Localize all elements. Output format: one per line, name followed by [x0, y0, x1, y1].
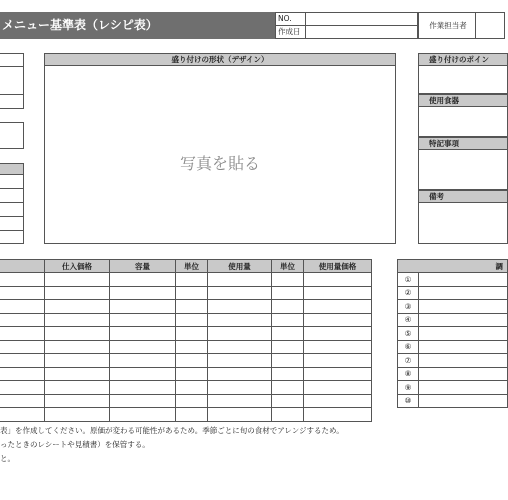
ingredient-row	[0, 408, 372, 422]
step-number: ③	[398, 300, 419, 314]
dishware-field[interactable]	[418, 106, 508, 137]
ingredient-price-cell[interactable]	[45, 394, 110, 408]
ingredient-usage-unit-cell[interactable]	[272, 340, 304, 354]
ingredient-row	[0, 327, 372, 341]
ingredient-usage-cost-cell[interactable]	[304, 286, 372, 300]
step-cell[interactable]	[419, 313, 508, 327]
ingredient-usage-unit-cell[interactable]	[272, 300, 304, 314]
ingredients-col-name	[0, 260, 45, 273]
step-number: ⑩	[398, 394, 419, 408]
ingredient-name-cell[interactable]	[0, 367, 45, 381]
ingredient-usage-unit-cell[interactable]	[272, 394, 304, 408]
ingredient-unit-cell[interactable]	[176, 340, 208, 354]
ingredient-capacity-cell[interactable]	[110, 394, 176, 408]
ingredient-price-cell[interactable]	[45, 313, 110, 327]
ingredients-col-usage: 使用量	[208, 260, 272, 273]
ingredient-usage-cost-cell[interactable]	[304, 408, 372, 422]
ingredient-unit-cell[interactable]	[176, 273, 208, 287]
ingredient-usage-unit-cell[interactable]	[272, 313, 304, 327]
step-number: ⑥	[398, 340, 419, 354]
ingredients-col-capacity: 容量	[110, 260, 176, 273]
left-box-top-divider-2	[0, 94, 24, 95]
ingredient-row	[0, 273, 372, 287]
step-row	[398, 340, 508, 354]
ingredient-usage-cell[interactable]	[208, 408, 272, 422]
ingredient-row	[0, 300, 372, 314]
step-number: ⑦	[398, 354, 419, 368]
ingredient-usage-cost-cell[interactable]	[304, 367, 372, 381]
step-row	[398, 354, 508, 368]
staff-field[interactable]	[475, 12, 505, 39]
ingredient-capacity-cell[interactable]	[110, 381, 176, 395]
note-line-1: 表」を作成してください。原価が変わる可能性があるため。季節ごとに旬の食材でアレンジするため。	[0, 426, 344, 435]
no-field[interactable]	[305, 12, 418, 26]
step-row	[398, 381, 508, 395]
ingredient-row	[0, 313, 372, 327]
ingredient-price-cell[interactable]	[45, 327, 110, 341]
step-cell[interactable]	[419, 327, 508, 341]
ingredient-usage-cost-cell[interactable]	[304, 354, 372, 368]
design-header: 盛り付けの形状（デザイン）	[44, 53, 396, 66]
ingredient-unit-cell[interactable]	[176, 300, 208, 314]
step-row	[398, 327, 508, 341]
steps-table	[397, 259, 508, 408]
note-line-2: ったときのレシートや見積書）を保管する。	[0, 440, 150, 449]
step-row	[398, 300, 508, 314]
ingredient-capacity-cell[interactable]	[110, 300, 176, 314]
left-list	[0, 163, 24, 244]
ingredient-usage-unit-cell[interactable]	[272, 327, 304, 341]
step-row	[398, 367, 508, 381]
ingredient-price-cell[interactable]	[45, 354, 110, 368]
ingredient-price-cell[interactable]	[45, 300, 110, 314]
ingredient-row	[0, 381, 372, 395]
step-number: ⑤	[398, 327, 419, 341]
ingredient-row	[0, 394, 372, 408]
ingredients-col-unit: 単位	[176, 260, 208, 273]
ingredient-usage-unit-cell[interactable]	[272, 408, 304, 422]
ingredient-usage-cell[interactable]	[208, 340, 272, 354]
ingredient-name-cell[interactable]	[0, 354, 45, 368]
step-cell[interactable]	[419, 381, 508, 395]
dishware-header: 使用食器	[418, 94, 508, 107]
ingredient-usage-cost-cell[interactable]	[304, 313, 372, 327]
ingredient-usage-cell[interactable]	[208, 286, 272, 300]
photo-placeholder-text: 写真を貼る	[179, 154, 260, 173]
ingredient-usage-cell[interactable]	[208, 327, 272, 341]
ingredient-unit-cell[interactable]	[176, 327, 208, 341]
step-cell[interactable]	[419, 273, 508, 287]
ingredient-usage-cell[interactable]	[208, 354, 272, 368]
step-number: ⑧	[398, 367, 419, 381]
left-box-top	[0, 53, 24, 109]
step-row	[398, 286, 508, 300]
step-row	[398, 273, 508, 287]
ingredient-usage-cost-cell[interactable]	[304, 394, 372, 408]
created-date-field[interactable]	[305, 25, 418, 39]
ingredient-row	[0, 367, 372, 381]
ingredient-capacity-cell[interactable]	[110, 408, 176, 422]
ingredient-usage-cell[interactable]	[208, 381, 272, 395]
ingredient-usage-unit-cell[interactable]	[272, 381, 304, 395]
special-notes-header: 特記事項	[418, 137, 508, 150]
ingredient-usage-cost-cell[interactable]	[304, 300, 372, 314]
ingredient-price-cell[interactable]	[45, 286, 110, 300]
ingredient-usage-cell[interactable]	[208, 300, 272, 314]
ingredient-name-cell[interactable]	[0, 408, 45, 422]
no-label: NO.	[275, 12, 306, 26]
ingredient-capacity-cell[interactable]	[110, 313, 176, 327]
special-notes-field[interactable]	[418, 149, 508, 190]
ingredient-usage-cell[interactable]	[208, 313, 272, 327]
step-cell[interactable]	[419, 286, 508, 300]
ingredients-col-usage-unit: 単位	[272, 260, 304, 273]
ingredient-usage-unit-cell[interactable]	[272, 367, 304, 381]
remarks-field[interactable]	[418, 202, 508, 244]
ingredient-name-cell[interactable]	[0, 286, 45, 300]
step-number: ⑨	[398, 381, 419, 395]
ingredient-capacity-cell[interactable]	[110, 340, 176, 354]
ingredient-price-cell[interactable]	[45, 381, 110, 395]
step-cell[interactable]	[419, 394, 508, 408]
ingredient-price-cell[interactable]	[45, 273, 110, 287]
ingredient-capacity-cell[interactable]	[110, 327, 176, 341]
step-number: ②	[398, 286, 419, 300]
ingredient-usage-unit-cell[interactable]	[272, 354, 304, 368]
steps-header: 調	[398, 260, 508, 273]
ingredients-table	[0, 259, 372, 422]
plating-point-header: 盛り付けのポイン	[418, 53, 508, 66]
ingredient-price-cell[interactable]	[45, 408, 110, 422]
ingredient-usage-cost-cell[interactable]	[304, 340, 372, 354]
ingredient-name-cell[interactable]	[0, 313, 45, 327]
ingredient-row	[0, 354, 372, 368]
ingredient-capacity-cell[interactable]	[110, 273, 176, 287]
ingredient-usage-cell[interactable]	[208, 367, 272, 381]
step-number: ①	[398, 273, 419, 287]
ingredient-name-cell[interactable]	[0, 273, 45, 287]
ingredient-name-cell[interactable]	[0, 340, 45, 354]
ingredient-usage-unit-cell[interactable]	[272, 273, 304, 287]
ingredient-capacity-cell[interactable]	[110, 354, 176, 368]
ingredient-usage-cost-cell[interactable]	[304, 381, 372, 395]
ingredient-name-cell[interactable]	[0, 394, 45, 408]
ingredient-usage-cost-cell[interactable]	[304, 273, 372, 287]
ingredient-row	[0, 286, 372, 300]
left-box-top-divider	[0, 66, 24, 67]
ingredient-usage-cell[interactable]	[208, 273, 272, 287]
ingredient-unit-cell[interactable]	[176, 354, 208, 368]
ingredient-unit-cell[interactable]	[176, 394, 208, 408]
step-number: ④	[398, 313, 419, 327]
ingredient-name-cell[interactable]	[0, 300, 45, 314]
ingredient-unit-cell[interactable]	[176, 408, 208, 422]
ingredient-unit-cell[interactable]	[176, 313, 208, 327]
ingredients-header-row	[0, 260, 372, 273]
ingredient-capacity-cell[interactable]	[110, 286, 176, 300]
ingredient-capacity-cell[interactable]	[110, 367, 176, 381]
left-box-middle	[0, 122, 24, 149]
ingredient-unit-cell[interactable]	[176, 367, 208, 381]
page-title: メニュー基準表（レシピ表）	[0, 12, 275, 39]
note-line-3: と。	[0, 454, 15, 463]
ingredients-col-usage-cost: 使用量価格	[304, 260, 372, 273]
ingredient-usage-unit-cell[interactable]	[272, 286, 304, 300]
remarks-header: 備考	[418, 190, 508, 203]
step-row	[398, 313, 508, 327]
ingredients-col-price: 仕入価格	[45, 260, 110, 273]
step-cell[interactable]	[419, 354, 508, 368]
staff-label: 作業担当者	[418, 12, 476, 39]
ingredient-row	[0, 340, 372, 354]
plating-point-field[interactable]	[418, 65, 508, 94]
step-cell[interactable]	[419, 300, 508, 314]
step-cell[interactable]	[419, 367, 508, 381]
ingredient-price-cell[interactable]	[45, 340, 110, 354]
photo-area[interactable]	[44, 65, 396, 244]
ingredient-price-cell[interactable]	[45, 367, 110, 381]
steps-header-row	[398, 260, 508, 273]
step-cell[interactable]	[419, 340, 508, 354]
ingredient-name-cell[interactable]	[0, 381, 45, 395]
created-date-label: 作成日	[275, 25, 306, 39]
ingredient-unit-cell[interactable]	[176, 381, 208, 395]
ingredient-usage-cost-cell[interactable]	[304, 327, 372, 341]
step-row	[398, 394, 508, 408]
ingredient-usage-cell[interactable]	[208, 394, 272, 408]
ingredient-name-cell[interactable]	[0, 327, 45, 341]
ingredient-unit-cell[interactable]	[176, 286, 208, 300]
